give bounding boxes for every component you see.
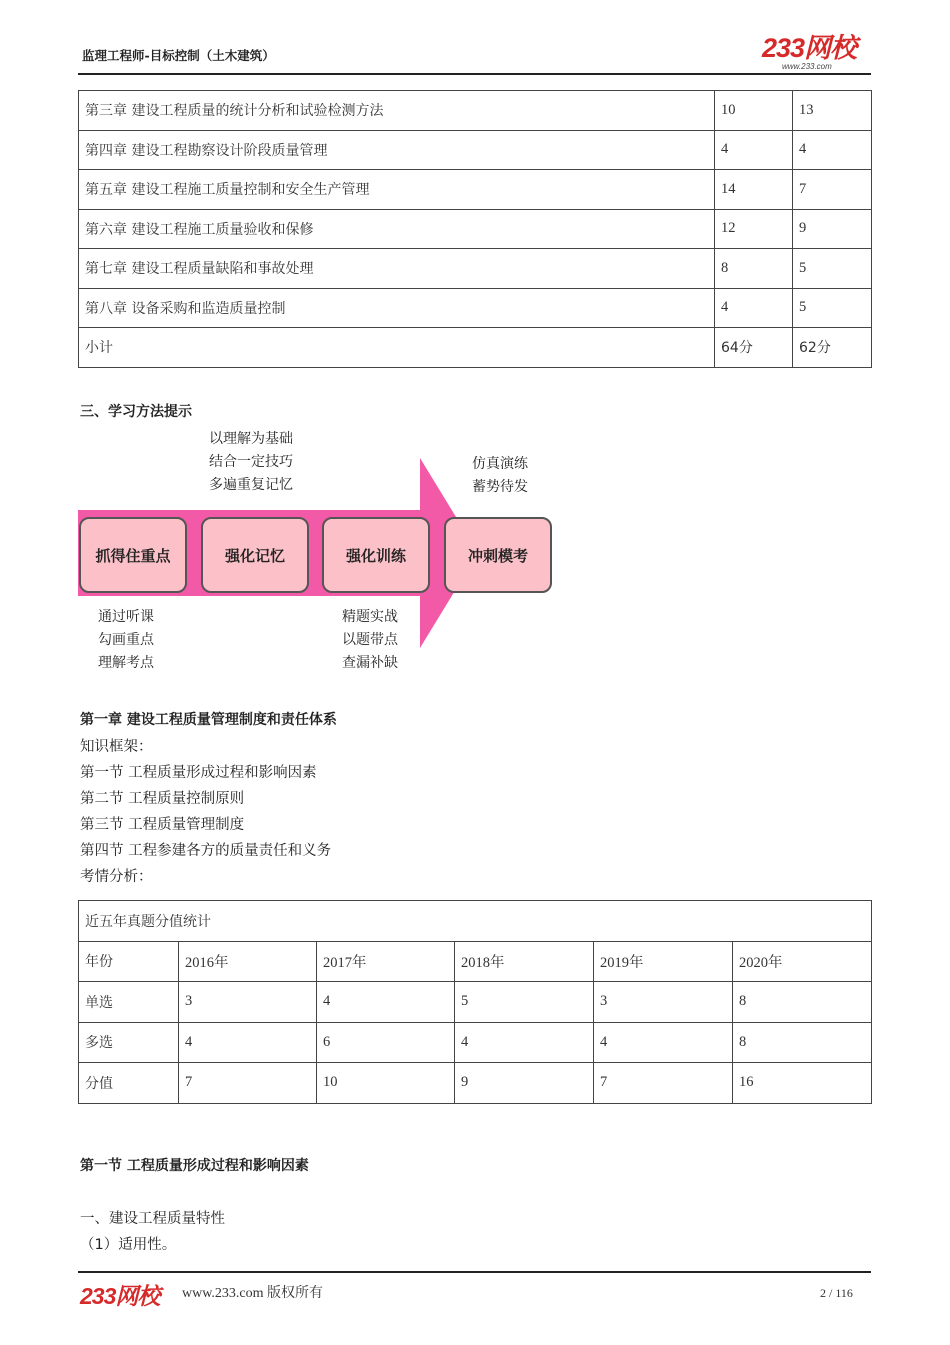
- framework-label: 知识框架：: [80, 739, 153, 755]
- chapter-name-cell: 第八章 设备采购和监造质量控制: [79, 288, 715, 328]
- table-row: [79, 209, 872, 249]
- chapter1-title: 第一章 建设工程质量管理制度和责任体系: [80, 712, 337, 728]
- focus-notes: [98, 606, 154, 675]
- analysis-label: 考情分析：: [80, 869, 153, 885]
- value-cell: 5: [455, 982, 594, 1023]
- step-box-memory: 强化记忆: [201, 517, 309, 593]
- value-cell: 3: [179, 982, 317, 1023]
- table-row-subtotal: [79, 328, 872, 368]
- value-cell: 10: [317, 1063, 455, 1104]
- chapter-name-cell: 第五章 建设工程施工质量控制和安全生产管理: [79, 170, 715, 210]
- table-row: [79, 130, 872, 170]
- note-line: 蓄势待发: [472, 479, 528, 495]
- table-row: [79, 249, 872, 289]
- note-line: 仿真演练: [472, 456, 528, 472]
- note-line: 勾画重点: [98, 632, 154, 648]
- table-row: [79, 170, 872, 210]
- subtotal-label-cell: 小计: [79, 328, 715, 368]
- table-row: [79, 1022, 872, 1063]
- footer-divider: [78, 1271, 871, 1273]
- chapter-name-cell: 第四章 建设工程勘察设计阶段质量管理: [79, 130, 715, 170]
- score-cell: 10: [715, 91, 793, 131]
- section-list-item: 第一节 工程质量形成过程和影响因素: [80, 765, 317, 781]
- value-cell: 7: [594, 1063, 733, 1104]
- note-line: 多遍重复记忆: [209, 477, 293, 493]
- value-cell: 9: [455, 1063, 594, 1104]
- row-label-cell: 分值: [79, 1063, 179, 1104]
- table-row: [79, 1063, 872, 1104]
- memory-notes: [209, 428, 293, 497]
- header-cell: 2019年: [594, 941, 733, 982]
- note-line: 精题实战: [342, 609, 398, 625]
- footer-copyright: www.233.com 版权所有: [182, 1286, 324, 1301]
- row-label-cell: 多选: [79, 1022, 179, 1063]
- note-line: 查漏补缺: [342, 655, 398, 671]
- section1-title: 第一节 工程质量形成过程和影响因素: [80, 1158, 309, 1174]
- table-row: [79, 982, 872, 1023]
- document-header-title: 监理工程师-目标控制（土木建筑）: [82, 48, 275, 63]
- value-cell: 3: [594, 982, 733, 1023]
- score-cell: 9: [793, 209, 872, 249]
- subtotal-score-cell: 62分: [793, 328, 872, 368]
- score-cell: 5: [793, 288, 872, 328]
- header-cell: 2018年: [455, 941, 594, 982]
- table-caption: 近五年真题分值统计: [79, 901, 872, 942]
- header-cell: 2020年: [733, 941, 872, 982]
- value-cell: 4: [455, 1022, 594, 1063]
- table-caption-row: [79, 901, 872, 942]
- value-cell: 8: [733, 1022, 872, 1063]
- brand-logo: 233网校: [762, 33, 857, 63]
- value-cell: 6: [317, 1022, 455, 1063]
- score-cell: 14: [715, 170, 793, 210]
- chapter-name-cell: 第六章 建设工程施工质量验收和保修: [79, 209, 715, 249]
- score-cell: 7: [793, 170, 872, 210]
- score-cell: 8: [715, 249, 793, 289]
- chapter-name-cell: 第三章 建设工程质量的统计分析和试验检测方法: [79, 91, 715, 131]
- score-cell: 4: [793, 130, 872, 170]
- section-list-item: 第二节 工程质量控制原则: [80, 791, 245, 807]
- section-list-item: 第三节 工程质量管理制度: [80, 817, 245, 833]
- header-cell: 年份: [79, 941, 179, 982]
- value-cell: 16: [733, 1063, 872, 1104]
- header-divider: [78, 73, 871, 75]
- note-line: 以理解为基础: [209, 431, 293, 447]
- score-cell: 4: [715, 288, 793, 328]
- table-row: [79, 91, 872, 131]
- footer-brand-logo: 233网校: [80, 1283, 160, 1309]
- value-cell: 4: [594, 1022, 733, 1063]
- exam-score-stats-table: [78, 900, 872, 1104]
- note-line: 以题带点: [342, 632, 398, 648]
- value-cell: 4: [179, 1022, 317, 1063]
- score-cell: 12: [715, 209, 793, 249]
- note-line: 理解考点: [98, 655, 154, 671]
- header-cell: 2017年: [317, 941, 455, 982]
- subtotal-score-cell: 64分: [715, 328, 793, 368]
- row-label-cell: 单选: [79, 982, 179, 1023]
- section-list-item: 第四节 工程参建各方的质量责任和义务: [80, 843, 332, 859]
- section1-item: （1）适用性。: [80, 1237, 177, 1253]
- study-method-title: 三、学习方法提示: [80, 404, 192, 420]
- chapter-name-cell: 第七章 建设工程质量缺陷和事故处理: [79, 249, 715, 289]
- mock-exam-notes: [472, 453, 528, 499]
- page-number: 2 / 116: [820, 1286, 853, 1300]
- step-box-training: 强化训练: [322, 517, 430, 593]
- score-cell: 4: [715, 130, 793, 170]
- step-box-focus: 抓得住重点: [79, 517, 187, 593]
- note-line: 结合一定技巧: [209, 454, 293, 470]
- score-cell: 5: [793, 249, 872, 289]
- header-cell: 2016年: [179, 941, 317, 982]
- note-line: 通过听课: [98, 609, 154, 625]
- value-cell: 8: [733, 982, 872, 1023]
- section1-subtitle: 一、建设工程质量特性: [80, 1211, 225, 1227]
- brand-logo-url: www.233.com: [782, 62, 832, 71]
- value-cell: 4: [317, 982, 455, 1023]
- table-header-row: [79, 941, 872, 982]
- step-box-mock-exam: 冲刺模考: [444, 517, 552, 593]
- value-cell: 7: [179, 1063, 317, 1104]
- chapter-score-table: [78, 90, 872, 368]
- table-row: [79, 288, 872, 328]
- training-notes: [342, 606, 398, 675]
- score-cell: 13: [793, 91, 872, 131]
